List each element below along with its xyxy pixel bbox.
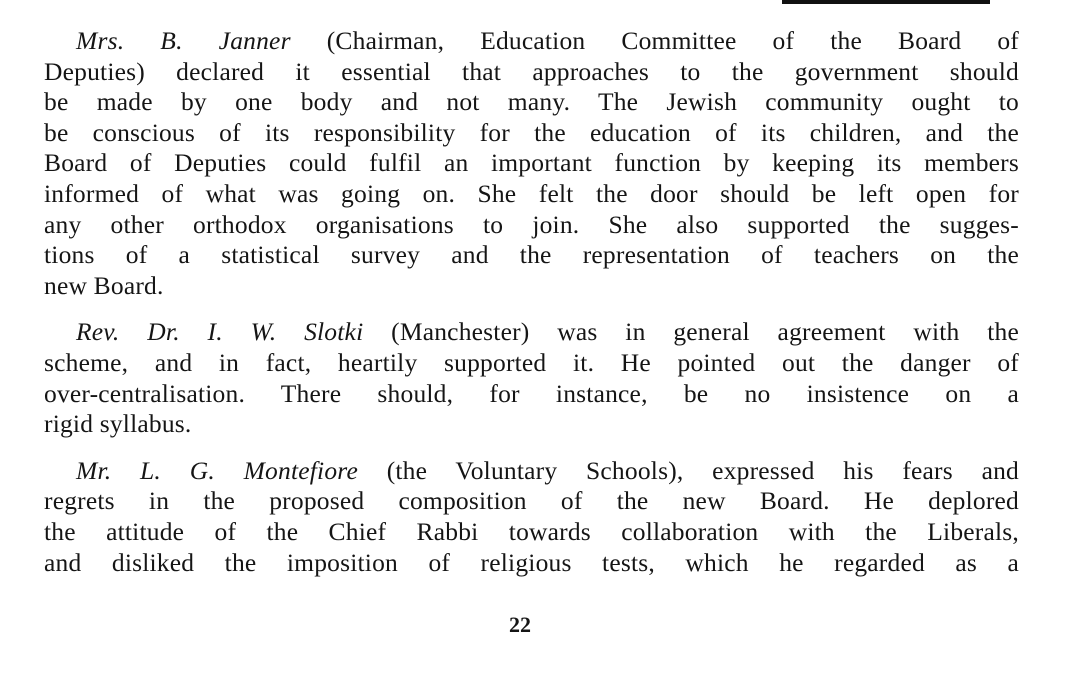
text-line: be made by one body and not many. The Jewish community ought to bbox=[44, 87, 1019, 117]
paragraph-janner bbox=[44, 26, 1019, 301]
text-line: Deputies) declared it essential that approaches to the government should bbox=[44, 56, 1019, 86]
text-line: regrets in the proposed composition of the new Board. He deplored bbox=[44, 486, 1019, 516]
text-line: the attitude of the Chief Rabbi towards collaboration with the Liberals, bbox=[44, 516, 1019, 546]
text-line: scheme, and in fact, heartily supported it. He pointed out the danger of bbox=[44, 347, 1019, 377]
text-line: (Manchester) was in general agreement with the bbox=[363, 317, 1019, 347]
text-line: rigid syllabus. bbox=[44, 409, 192, 439]
top-border-rule bbox=[782, 0, 990, 4]
text-line: and disliked the imposition of religious tests, which he regarded as a bbox=[44, 547, 1019, 577]
text-line: over-centralisation. There should, for instance, be no insistence on a bbox=[44, 378, 1019, 408]
document-page bbox=[44, 26, 1019, 594]
text-line: Board of Deputies could fulfil an important function by keeping its members bbox=[44, 148, 1019, 178]
page-number: 22 bbox=[509, 612, 531, 637]
speaker-name: Mrs. B. Janner bbox=[76, 26, 291, 55]
text-line: any other orthodox organisations to join. She also supported the sugges- bbox=[44, 209, 1019, 239]
text-line: be conscious of its responsibility for the education of its children, and the bbox=[44, 117, 1019, 147]
text-line: tions of a statistical survey and the representation of teachers on the bbox=[44, 240, 1019, 270]
paragraph-montefiore bbox=[44, 456, 1019, 578]
text-line: informed of what was going on. She felt the door should be left open for bbox=[44, 178, 1019, 208]
text-line: (Chairman, Education Committee of the Board of bbox=[290, 26, 1020, 55]
speaker-name: Mr. L. G. Montefiore bbox=[76, 455, 358, 485]
text-line: new Board. bbox=[44, 270, 164, 300]
text-line: (the Voluntary Schools), expressed his fears and bbox=[357, 455, 1019, 485]
speaker-name: Rev. Dr. I. W. Slotki bbox=[76, 317, 364, 347]
paragraph-slotki bbox=[44, 317, 1019, 439]
